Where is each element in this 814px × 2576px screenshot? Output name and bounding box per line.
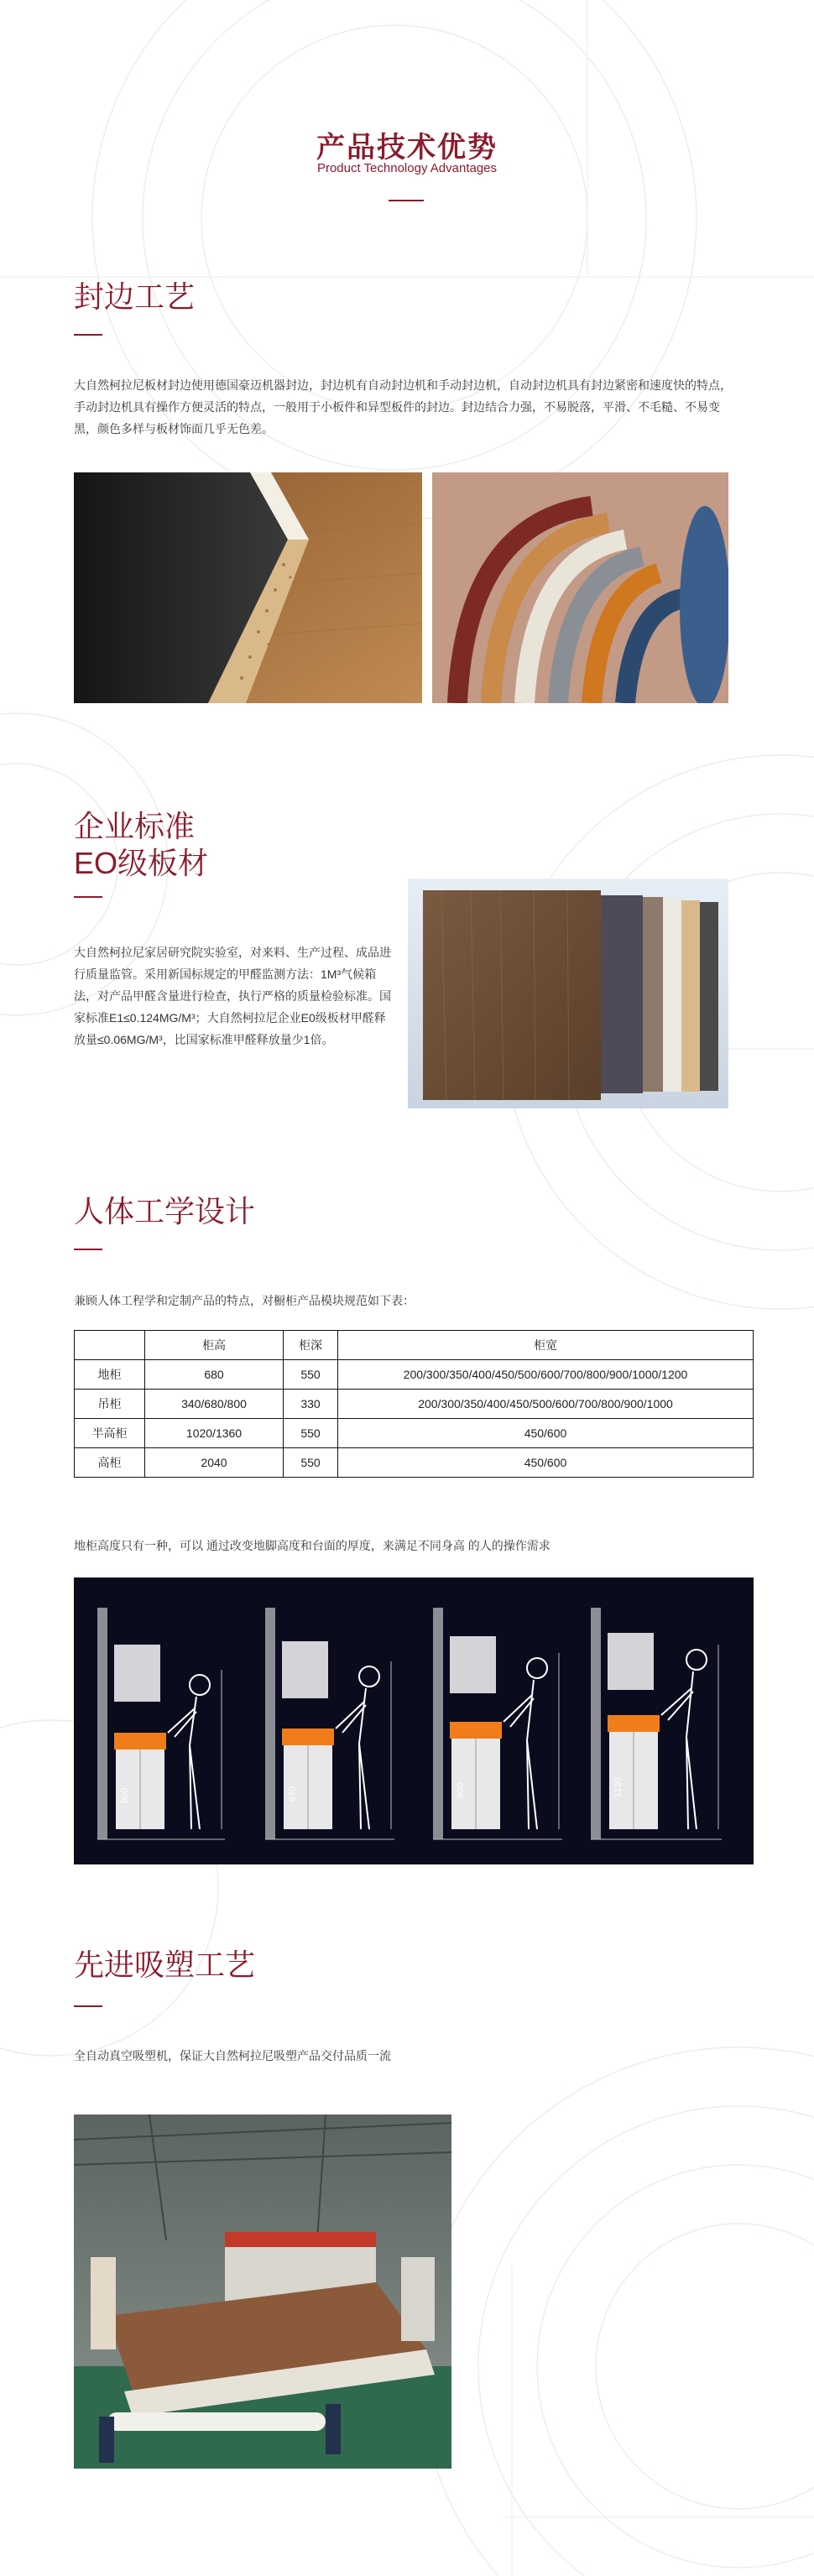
table-cell: 680	[145, 1360, 284, 1390]
table-cell: 330	[284, 1390, 338, 1419]
figure-label: 870	[288, 1786, 298, 1802]
title-divider	[389, 200, 424, 201]
vacuum-divider	[74, 2005, 102, 2007]
figure-label: 900	[456, 1782, 466, 1799]
ergonomic-intro: 兼顾人体工程学和定制产品的特点，对橱柜产品模块规范如下表：	[74, 1294, 415, 1307]
table-row	[75, 1360, 754, 1390]
table-cell: 高柜	[75, 1448, 145, 1478]
figure-panel-4	[591, 1608, 722, 1839]
table-header-cell: 柜高	[145, 1331, 284, 1360]
table-cell: 半高柜	[75, 1419, 145, 1448]
edge-board-photo	[74, 472, 422, 703]
e0-title-line2: EO级板材	[74, 846, 209, 880]
edge-banding-title: 封边工艺	[74, 279, 196, 314]
table-cell: 200/300/350/400/450/500/600/700/800/900/1000/1200	[338, 1360, 754, 1390]
cabinet-spec-table	[74, 1330, 754, 1478]
table-cell: 340/680/800	[145, 1390, 284, 1419]
table-row	[75, 1419, 754, 1448]
ergonomic-title: 人体工学设计	[74, 1194, 256, 1228]
table-cell: 450/600	[338, 1448, 754, 1478]
e0-text: 大自然柯拉尼家居研究院实验室，对来料、生产过程、成品进行质量监管。采用新国标规定的甲醛监测方法：1M³气候箱法，对产品甲醛含量进行检查，执行严格的质量检验标准。国家标准E1≤0.124MG/M³；大自然柯拉尼企业E0级板材甲醛释放量≤0.06MG/M³，比国家标准甲醛释放量少1倍。	[74, 946, 391, 1046]
table-header-cell: 柜深	[284, 1331, 338, 1360]
figure-panel-3	[433, 1608, 562, 1839]
edge-band-rolls-photo	[432, 472, 728, 703]
edge-banding-text: 大自然柯拉尼板材封边使用德国豪迈机器封边，封边机有自动封边机和手动封边机，自动封边机具有封边紧密和速度快的特点，手动封边机具有操作方便灵活的特点，一般用于小板件和异型板件的封边。封边结合力强，不易脱落，平滑、不毛糙、不易变黑，颜色多样与板材饰面几乎无色差。	[74, 378, 732, 435]
table-cell: 550	[284, 1419, 338, 1448]
table-cell: 2040	[145, 1448, 284, 1478]
edge-banding-divider	[74, 334, 102, 336]
table-header-cell	[75, 1331, 145, 1360]
page-title: 产品技术优势	[316, 132, 498, 164]
e0-title-line1: 企业标准	[74, 809, 196, 843]
figure-label: 1130	[613, 1777, 624, 1797]
figure-panel-1	[97, 1608, 225, 1839]
table-row	[75, 1448, 754, 1478]
vacuum-title: 先进吸塑工艺	[74, 1948, 256, 1982]
table-cell: 1020/1360	[145, 1419, 284, 1448]
table-cell: 200/300/350/400/450/500/600/700/800/900/1000	[338, 1390, 754, 1419]
e0-divider	[74, 896, 102, 898]
figure-panel-2	[265, 1608, 394, 1839]
page-subtitle: Product Technology Advantages	[316, 161, 498, 175]
table-header-row	[75, 1331, 754, 1360]
e0-board-samples-photo	[408, 879, 728, 1108]
vacuum-text: 全自动真空吸塑机，保证大自然柯拉尼吸塑产品交付品质一流	[74, 2049, 391, 2062]
table-cell: 550	[284, 1448, 338, 1478]
vacuum-machine-photo	[74, 2115, 451, 2469]
ergonomic-divider	[74, 1249, 102, 1250]
table-cell: 吊柜	[75, 1390, 145, 1419]
table-cell: 450/600	[338, 1419, 754, 1448]
figure-label: 800	[120, 1787, 130, 1804]
ergonomic-note: 地柜高度只有一种，可以 通过改变地脚高度和台面的厚度，来满足不同身高 的人的操作需求	[74, 1539, 550, 1552]
table-cell: 地柜	[75, 1360, 145, 1390]
table-header-cell: 柜宽	[338, 1331, 754, 1360]
table-row	[75, 1390, 754, 1419]
table-cell: 550	[284, 1360, 338, 1390]
ergonomic-height-figure	[74, 1577, 754, 1864]
